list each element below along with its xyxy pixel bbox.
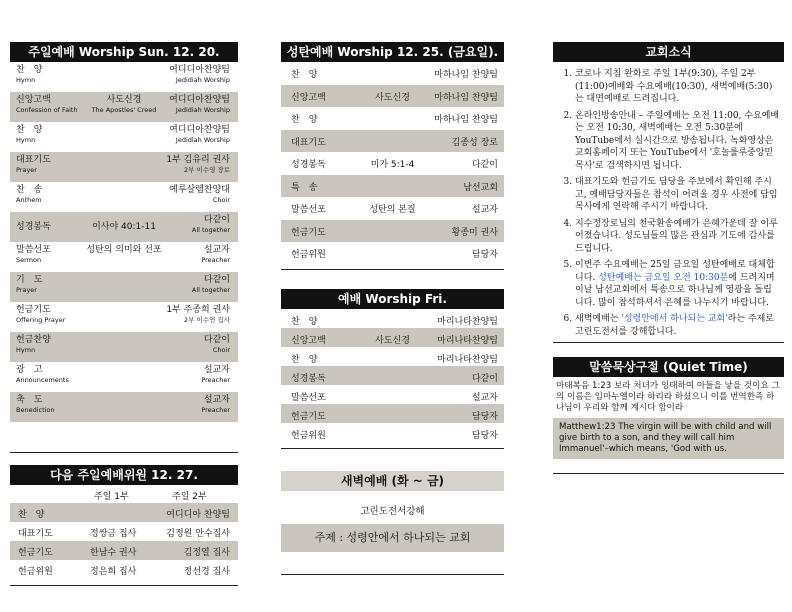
christmas-detail: 사도신경	[375, 92, 410, 103]
order-leader: 여디디아찬양팀	[169, 65, 230, 75]
christmas-role: 찬 양	[291, 70, 318, 80]
order-item: 찬 양	[16, 65, 43, 75]
order-leader-en: Jedidiah Worship	[175, 136, 230, 144]
christmas-leader: 설교자	[471, 205, 498, 215]
divider	[281, 574, 504, 575]
friday-detail: 사도신경	[375, 335, 410, 346]
christmas-leader: 마하나임 찬양팀	[434, 92, 498, 103]
order-item-en: Benediction	[16, 406, 55, 414]
friday-leader: 마리나타찬양팀	[437, 335, 498, 346]
next-week-row	[10, 541, 238, 560]
divider	[10, 585, 238, 586]
christmas-role: 헌금위원	[291, 250, 326, 260]
order-leader-en: Choir	[212, 346, 230, 354]
divider	[10, 452, 238, 453]
friday-leader: 설교자	[471, 392, 498, 403]
news-text: 이번주 수요예배는 25일 금요일 성탄예배로 대체합니다.	[575, 260, 775, 283]
order-item-en: Prayer	[16, 166, 37, 174]
friday-row	[281, 347, 504, 366]
sunday-column	[10, 42, 238, 586]
christmas-leader: 마하나임 찬양팀	[434, 115, 498, 125]
christmas-row	[281, 242, 504, 265]
next-week-list	[10, 503, 238, 579]
christmas-leader: 남선교회	[463, 182, 498, 193]
news-item	[575, 110, 780, 173]
order-item: 말씀선포	[16, 245, 51, 255]
order-row	[10, 212, 238, 242]
order-item: 성경봉독	[16, 222, 51, 232]
order-leader-en: 2부 이수영 장로	[184, 166, 230, 174]
friday-row	[281, 423, 504, 442]
order-row	[10, 182, 238, 212]
friday-row	[281, 404, 504, 423]
order-leader-en: Choir	[212, 196, 230, 204]
order-row	[10, 272, 238, 302]
christmas-role: 신앙고백	[291, 92, 326, 103]
order-item: 광 고	[16, 365, 43, 375]
christmas-row	[281, 220, 504, 243]
divider	[553, 342, 784, 343]
order-row	[10, 152, 238, 182]
next-week-second: 정선경 집사	[183, 567, 230, 577]
order-leader: 설교자	[203, 395, 230, 405]
qt-korean: 마태복음 1:23 보라 처녀가 잉태하여 아들을 낳을 것이요 그의 이름은 임마누엘이라 하리라 하셨으니 이를 번역한즉 하나님이 우리와 함께 계시다 함이라	[556, 381, 780, 413]
news-item	[575, 259, 780, 309]
christmas-detail: 미가 5:1-4	[370, 160, 415, 170]
christmas-order	[281, 62, 504, 265]
order-leader-en: All together	[191, 286, 230, 294]
christmas-role: 헌금기도	[291, 227, 326, 238]
christmas-row	[281, 130, 504, 153]
order-leader: 설교자	[203, 365, 230, 375]
order-item-en: Prayer	[16, 286, 37, 294]
news-item	[575, 218, 780, 256]
order-item: 헌금기도	[16, 305, 51, 315]
order-leader-en: Jedidiah Worship	[175, 106, 230, 114]
friday-leader: 담당자	[471, 411, 498, 422]
next-week-role: 찬 양	[18, 510, 45, 520]
christmas-role: 말씀선포	[291, 205, 326, 215]
friday-row	[281, 328, 504, 347]
order-item-en: Confession of Faith	[16, 106, 78, 114]
order-item-en: Sermon	[16, 256, 42, 264]
christmas-column	[281, 42, 504, 575]
next-week-role: 헌금기도	[18, 548, 53, 558]
christmas-row	[281, 62, 504, 85]
friday-row	[281, 366, 504, 385]
friday-leader: 마리나타찬양팀	[437, 354, 498, 365]
christmas-role: 성경봉독	[291, 160, 326, 170]
order-leader-en: Preacher	[201, 406, 230, 414]
friday-role: 찬 양	[291, 354, 318, 365]
order-detail: 성탄의 의미와 선포	[86, 245, 162, 255]
order-item-en: Hymn	[16, 346, 36, 354]
dawn-title: 새벽예배 (화 ~ 금)	[281, 471, 504, 491]
next-week-first: 정쌍금 집사	[90, 529, 137, 539]
friday-role: 헌금기도	[291, 411, 326, 422]
order-row	[10, 122, 238, 152]
news-text: 라는 주제로 고린도전서를 강해합니다.	[575, 314, 774, 337]
order-row	[10, 362, 238, 392]
order-leader: 여디디아찬양팀	[169, 95, 230, 105]
friday-order	[281, 309, 504, 442]
news-text: 지수정장로님의 천국환송예배가 은혜가운데 잘 이루어졌습니다. 성도님들의 많은 관심과 기도에 감사를 드립니다.	[575, 218, 778, 254]
order-leader: 다같이	[203, 335, 230, 345]
order-item: 찬 양	[16, 125, 43, 135]
order-leader: 설교자	[203, 245, 230, 255]
christmas-leader: 김종성 장로	[451, 137, 498, 148]
friday-leader: 마리나타찬양팀	[437, 316, 498, 327]
christmas-role: 찬 양	[291, 115, 318, 125]
order-row	[10, 302, 238, 332]
next-week-header	[10, 485, 238, 503]
order-row	[10, 92, 238, 122]
friday-leader: 담당자	[471, 430, 498, 441]
news-title: 교회소식	[553, 42, 784, 62]
order-leader: 1부 김유리 권사	[166, 155, 230, 165]
qt-english: Matthew1:23 The virgin will be with child and will give birth to a son, and they will call him Immanuel'–which means, 'God with us.	[553, 418, 784, 459]
next-week-first: 한남수 권사	[90, 548, 137, 558]
news-highlight: '성령안에서 하나되는 교회'	[621, 314, 728, 324]
divider	[281, 448, 504, 449]
divider	[553, 473, 784, 474]
news-item	[575, 68, 780, 106]
order-item-en: Anthem	[16, 196, 42, 204]
order-row	[10, 332, 238, 362]
order-item-en: Hymn	[16, 76, 36, 84]
next-week-second: 김정열 집사	[183, 548, 230, 558]
next-week-row	[10, 503, 238, 522]
order-item: 신앙고백	[16, 95, 51, 105]
christmas-row	[281, 152, 504, 175]
order-leader: 여디디아찬양팀	[169, 125, 230, 135]
next-week-row	[10, 522, 238, 541]
order-item: 헌금찬양	[16, 335, 51, 345]
friday-role: 찬 양	[291, 316, 318, 327]
news-text: 새벽예배는	[575, 314, 622, 324]
next-week-second: 김정원 안수집사	[166, 529, 230, 539]
order-item: 축 도	[16, 395, 43, 405]
order-item: 기 도	[16, 275, 43, 285]
order-row	[10, 242, 238, 272]
christmas-row	[281, 197, 504, 220]
order-leader: 예루살렘찬양대	[169, 185, 230, 195]
friday-row	[281, 385, 504, 404]
friday-title: 예배 Worship Fri.	[281, 289, 504, 309]
qt-title: 말씀묵상구절 (Quiet Time)	[553, 357, 784, 377]
next-week-role: 헌금위원	[18, 567, 53, 577]
christmas-role: 특 송	[291, 182, 318, 193]
next-week-role: 대표기도	[18, 529, 53, 539]
friday-role: 성경봉독	[291, 373, 326, 384]
christmas-leader: 담당자	[471, 250, 498, 260]
news-column	[553, 42, 784, 474]
news-item	[575, 176, 780, 214]
news-text: 코로나 지침 완화로 주일 1부(9:30), 주일 2부(11:00)예배와 수요예배(10:30), 새벽예배(5:30)는 대면예배로 드려집니다.	[575, 69, 773, 104]
christmas-leader: 다같이	[471, 160, 498, 170]
order-detail: 이사야 40:1-11	[92, 222, 156, 232]
christmas-row	[281, 85, 504, 108]
christmas-detail: 성탄의 본질	[369, 205, 416, 215]
sunday-order	[10, 62, 238, 422]
next-week-second: 여디디아 찬양팀	[166, 510, 230, 520]
christmas-row	[281, 107, 504, 130]
order-row	[10, 392, 238, 422]
news-list	[553, 62, 784, 338]
order-item-en: Hymn	[16, 136, 36, 144]
friday-role: 말씀선포	[291, 392, 326, 403]
christmas-leader: 마하나임 찬양팀	[434, 70, 498, 80]
order-item: 대표기도	[16, 155, 51, 165]
order-detail: 사도신경	[106, 95, 142, 105]
friday-role: 신앙고백	[291, 335, 326, 346]
news-item	[575, 313, 780, 338]
christmas-title: 성탄예배 Worship 12. 25. (금요일).	[281, 42, 504, 62]
order-leader: 다같이	[203, 275, 230, 285]
order-item-en: Announcements	[16, 376, 69, 384]
friday-role: 헌금위원	[291, 430, 326, 441]
news-text: 대표기도와 헌금기도 담당을 주보에서 확인해 주시고, 예배담당자들은 참석이 어려울 경우 사전에 담임목사에게 연락해 주시기 바랍니다.	[575, 177, 778, 212]
order-leader-en: All together	[191, 226, 230, 234]
order-leader-en: 2부 이수연 집사	[184, 316, 230, 324]
friday-row	[281, 309, 504, 328]
order-item: 찬 송	[16, 185, 43, 195]
order-leader: 다같이	[203, 215, 230, 225]
order-leader: 1부 주종희 권사	[166, 305, 230, 315]
news-text: 온라인방송안내 – 주일예배는 오전 11:00, 수요예배는 오전 10:30, 새벽예배는 오전 5:30분에 YouTube에서 실시간으로 방송됩니다. 녹화영상은 교회홈페이지 또는 YouTube에서 '호놀룰루중앙믿목사'로 검색하시면 됩니다.	[575, 110, 780, 171]
next-week-col1: 주일 1부	[94, 492, 129, 502]
divider	[281, 269, 504, 270]
order-row	[10, 62, 238, 92]
sunday-title: 주일예배 Worship Sun. 12. 20.	[10, 42, 238, 62]
order-leader-en: Jedidiah Worship	[175, 76, 230, 84]
news-text: 에 드려지며 이날 남선교회에서 특송으로 하나님께 영광을 돌립니다. 많이 참석하셔서 은혜를 나누시기 바랍니다.	[575, 272, 775, 308]
next-week-col2: 주일 2부	[172, 492, 207, 502]
order-leader-en: Preacher	[201, 376, 230, 384]
order-item-en: Offering Prayer	[16, 316, 66, 324]
dawn-subject: 고린도전서강해	[360, 505, 425, 517]
order-detail-en: The Apostles' Creed	[91, 106, 157, 114]
christmas-leader: 황종미 권사	[451, 227, 498, 238]
christmas-row	[281, 175, 504, 198]
order-leader-en: Preacher	[201, 256, 230, 264]
news-highlight: 성탄예배는 금요일 오전 10:30분	[598, 272, 729, 283]
christmas-role: 대표기도	[291, 137, 326, 148]
next-week-first: 정은희 집사	[90, 567, 137, 577]
friday-leader: 다같이	[471, 373, 498, 384]
next-week-title: 다음 주일예배위원 12. 27.	[10, 465, 238, 485]
next-week-row	[10, 560, 238, 579]
dawn-theme: 주제 : 성령안에서 하나되는 교회	[281, 524, 504, 552]
